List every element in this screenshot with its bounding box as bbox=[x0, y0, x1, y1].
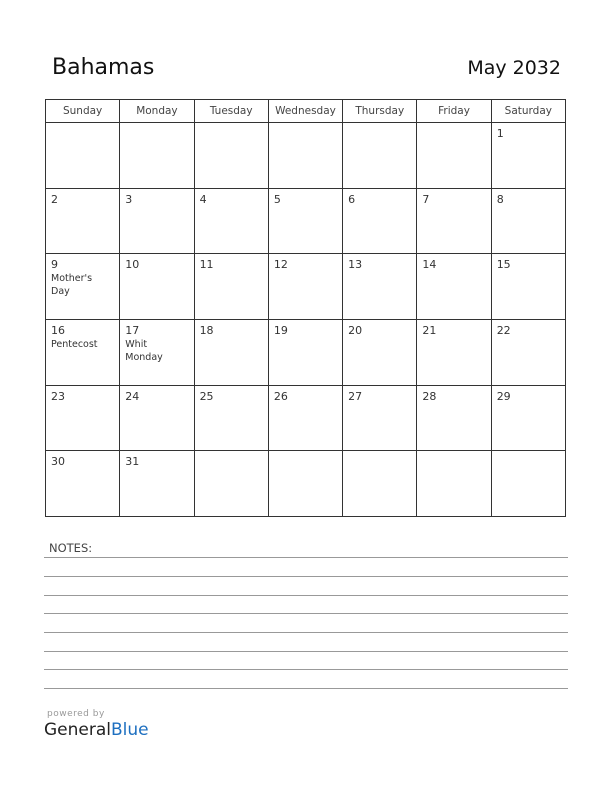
weekday-header: Thursday bbox=[343, 100, 417, 123]
calendar-week-row bbox=[46, 123, 566, 189]
day-number: 5 bbox=[273, 192, 281, 206]
calendar-day-cell bbox=[491, 254, 565, 320]
brand-logo[interactable] bbox=[44, 720, 149, 740]
calendar-day-cell bbox=[194, 188, 268, 254]
calendar-day-cell bbox=[343, 385, 417, 451]
calendar-day-cell bbox=[194, 123, 268, 189]
calendar-grid bbox=[45, 99, 566, 517]
calendar-week-row bbox=[46, 254, 566, 320]
calendar-day-cell bbox=[417, 451, 491, 517]
calendar-day-cell bbox=[268, 254, 342, 320]
calendar-day-cell bbox=[120, 254, 194, 320]
calendar-day-cell bbox=[194, 451, 268, 517]
weekday-header: Tuesday bbox=[194, 100, 268, 123]
brand-blue-text: Blue bbox=[111, 720, 149, 740]
day-number: 3 bbox=[125, 192, 133, 206]
day-number: 16 bbox=[51, 323, 65, 337]
calendar-day-cell bbox=[491, 385, 565, 451]
notes-line bbox=[44, 557, 568, 558]
calendar-day-cell bbox=[268, 319, 342, 385]
day-number: 19 bbox=[273, 323, 288, 337]
day-number: 12 bbox=[273, 258, 288, 272]
calendar-week-row bbox=[46, 188, 566, 254]
day-number: 23 bbox=[51, 389, 65, 403]
day-number: 18 bbox=[199, 323, 214, 337]
powered-by-text: powered by bbox=[47, 709, 105, 719]
country-title: Bahamas bbox=[52, 55, 155, 80]
day-number: 10 bbox=[125, 258, 140, 272]
weekday-header: Friday bbox=[417, 100, 491, 123]
notes-line bbox=[44, 632, 568, 633]
day-number: 27 bbox=[348, 389, 363, 403]
calendar-day-cell bbox=[46, 188, 120, 254]
day-number: 13 bbox=[348, 258, 363, 272]
notes-label: NOTES: bbox=[49, 541, 93, 555]
calendar-day-cell bbox=[194, 319, 268, 385]
day-number: 17 bbox=[125, 323, 140, 337]
notes-line bbox=[44, 651, 568, 652]
weekday-header: Monday bbox=[120, 100, 194, 123]
calendar-day-cell bbox=[194, 254, 268, 320]
day-number: 15 bbox=[496, 258, 511, 272]
notes-line bbox=[44, 669, 568, 670]
day-number: 28 bbox=[422, 389, 437, 403]
calendar-day-cell bbox=[120, 319, 194, 385]
day-number: 8 bbox=[496, 192, 504, 206]
calendar-day-cell bbox=[417, 385, 491, 451]
brand-general-text: General bbox=[44, 720, 111, 740]
calendar-day-cell bbox=[343, 319, 417, 385]
calendar-day-cell bbox=[417, 254, 491, 320]
day-number: 11 bbox=[199, 258, 214, 272]
calendar-day-cell bbox=[120, 451, 194, 517]
calendar-day-cell bbox=[417, 123, 491, 189]
notes-line bbox=[44, 576, 568, 577]
calendar-body bbox=[46, 123, 566, 517]
day-number: 2 bbox=[51, 192, 58, 206]
weekday-header: Wednesday bbox=[268, 100, 342, 123]
notes-line bbox=[44, 613, 568, 614]
notes-line bbox=[44, 595, 568, 596]
calendar-day-cell bbox=[268, 188, 342, 254]
day-number: 7 bbox=[422, 192, 430, 206]
calendar-day-cell bbox=[491, 123, 565, 189]
notes-line bbox=[44, 688, 568, 689]
weekday-header-row bbox=[46, 100, 566, 123]
day-number: 24 bbox=[125, 389, 140, 403]
calendar-day-cell bbox=[343, 188, 417, 254]
day-number: 21 bbox=[422, 323, 437, 337]
calendar-day-cell bbox=[120, 385, 194, 451]
calendar-day-cell bbox=[343, 451, 417, 517]
day-number: 4 bbox=[199, 192, 207, 206]
day-number: 22 bbox=[496, 323, 511, 337]
calendar-day-cell bbox=[343, 254, 417, 320]
calendar-day-cell bbox=[46, 123, 120, 189]
weekday-header: Sunday bbox=[46, 100, 120, 123]
calendar-day-cell bbox=[46, 319, 120, 385]
calendar-day-cell bbox=[46, 385, 120, 451]
day-number: 29 bbox=[496, 389, 511, 403]
day-number: 6 bbox=[348, 192, 356, 206]
day-number: 25 bbox=[199, 389, 214, 403]
day-number: 9 bbox=[51, 258, 58, 272]
calendar-week-row bbox=[46, 451, 566, 517]
day-number: 20 bbox=[348, 323, 363, 337]
holiday-label: Pentecost bbox=[51, 338, 98, 350]
day-number: 26 bbox=[273, 389, 288, 403]
calendar-day-cell bbox=[46, 254, 120, 320]
day-number: 31 bbox=[125, 455, 140, 469]
calendar-day-cell bbox=[268, 385, 342, 451]
calendar-week-row bbox=[46, 319, 566, 385]
calendar-day-cell bbox=[120, 188, 194, 254]
holiday-label: Mother's Day bbox=[51, 273, 93, 298]
weekday-header: Saturday bbox=[491, 100, 565, 123]
day-number: 14 bbox=[422, 258, 437, 272]
calendar-day-cell bbox=[417, 188, 491, 254]
day-number: 1 bbox=[496, 127, 504, 140]
calendar-day-cell bbox=[268, 123, 342, 189]
calendar-day-cell bbox=[194, 385, 268, 451]
holiday-label: Whit Monday bbox=[125, 338, 163, 363]
calendar-day-cell bbox=[120, 123, 194, 189]
calendar-day-cell bbox=[491, 188, 565, 254]
calendar-week-row bbox=[46, 385, 566, 451]
calendar-day-cell bbox=[268, 451, 342, 517]
calendar-day-cell bbox=[46, 451, 120, 517]
month-year-title: May 2032 bbox=[467, 57, 561, 79]
calendar-day-cell bbox=[491, 319, 565, 385]
calendar-day-cell bbox=[343, 123, 417, 189]
calendar-day-cell bbox=[491, 451, 565, 517]
calendar-day-cell bbox=[417, 319, 491, 385]
day-number: 30 bbox=[51, 455, 65, 469]
